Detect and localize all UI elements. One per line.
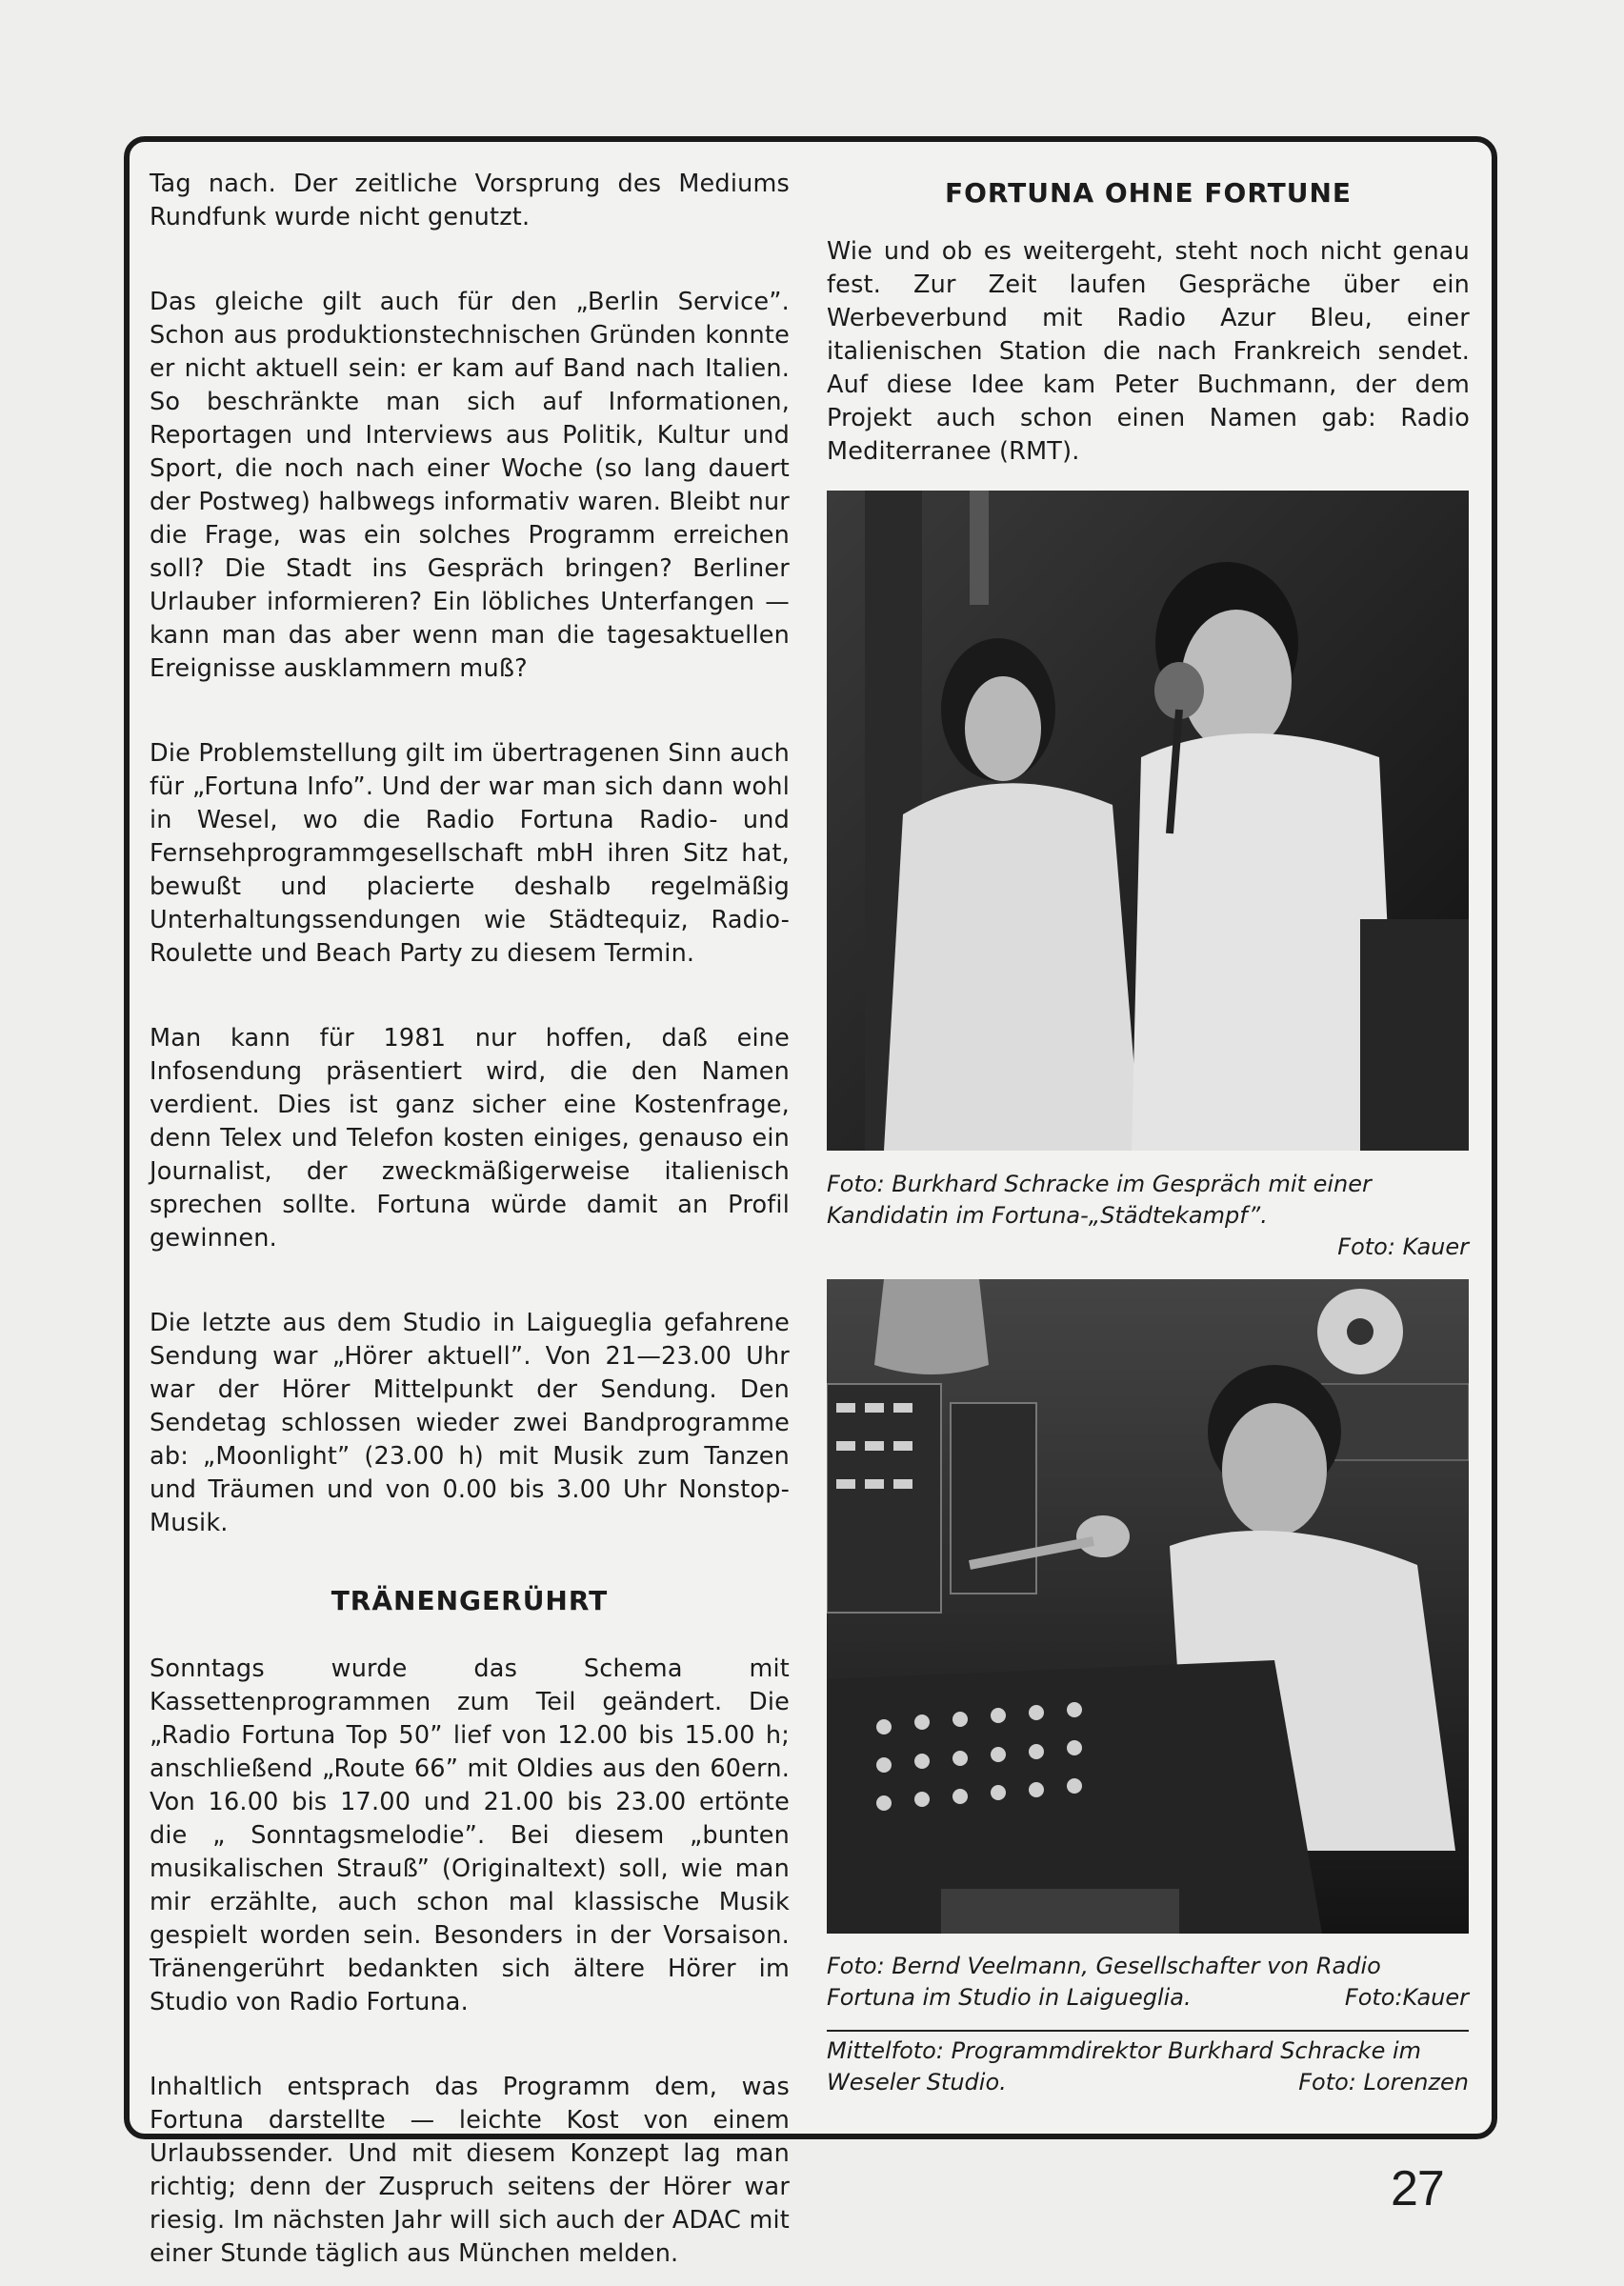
paragraph: Die letzte aus dem Studio in Laigueglia gefahrene Sendung war „Hörer aktuell”. Von 21—23.00 Uhr war der Hörer Mittelpunkt der Sendung. Den Sendetag schlossen wieder zwei Bandprogramme ab: „Moonlight” (23.00 h) mit Musik zum Tanzen und Träumen und von 0.00 bis 3.00 Uhr Nonstop-Musik. [150,1309,790,1537]
left-column [150,168,790,2271]
caption-text: Foto: Burkhard Schracke im Gespräch mit einer Kandidatin im Fortuna-„Städtekampf”. [827,1171,1372,1229]
paragraph: Sonntags wurde das Schema mit Kassettenprogrammen zum Teil geändert. Die „Radio Fortuna Top 50” lief von 12.00 bis 15.00 h; anschließend „Route 66” mit Oldies aus den 60ern. Von 16.00 bis 17.00 und 21.00 bis 23.00 ertönte die „ Sonntagsmelodie”. Bei diesem „bunten musikalischen Strauß” (Originaltext) soll, wie man mir erzählte, auch schon mal klassische Musik gespielt worden sein. Besonders in der Vorsaison. Tränengerührt bedankten sich ältere Hörer im Studio von Radio Fortuna. [150,1654,790,2016]
photo-caption [827,2035,1469,2098]
photo-credit: Foto: Kauer [1337,1233,1469,1260]
photo-studio [827,1279,1469,1934]
paragraph: Man kann für 1981 nur hoffen, daß eine Infosendung präsentiert wird, die den Namen verdient. Dies ist ganz sicher eine Kostenfrage, denn Telex und Telefon kosten einiges, genauso ein Journalist, der zweckmäßigerweise italienisch sprechen sollte. Fortuna würde damit an Profil gewinnen. [150,1024,790,1253]
photo-credit: Foto:Kauer [1344,1984,1469,2011]
page-number: 27 [1391,2161,1444,2216]
section-heading: TRÄNENGERÜHRT [331,1585,609,1616]
paragraph: Wie und ob es weitergeht, steht noch nicht genau fest. Zur Zeit laufen Gespräche über ein Werbeverbund mit Radio Azur Bleu, einer italienischen Station die nach Frankreich sendet. Auf diese Idee kam Peter Buchmann, der dem Projekt auch schon einen Namen gab: Radio Mediterranee (RMT). [827,237,1470,466]
photo-interview [827,491,1469,1151]
paragraph: Inhaltlich entsprach das Programm dem, was Fortuna darstellte — leichte Kost von einem Urlaubssender. Und mit diesem Konzept lag man richtig; denn der Zuspruch seitens der Hörer war riesig. Im nächsten Jahr will sich auch der ADAC mit einer Stunde täglich aus München melden. [150,2073,790,2268]
section-heading: FORTUNA OHNE FORTUNE [944,177,1353,209]
photo-caption [827,1169,1469,1263]
photo-caption [827,1951,1469,2014]
photo-credit: Foto: Lorenzen [1298,2069,1469,2096]
caption-text: Foto: Bernd Veelmann, Gesellschafter von Radio Fortuna im Studio in Laigueglia. [827,1953,1381,2011]
paragraph: Tag nach. Der zeitliche Vorsprung des Mediums Rundfunk wurde nicht genutzt. [150,170,790,231]
right-column [827,174,1470,469]
paragraph: Die Problemstellung gilt im übertragenen Sinn auch für „Fortuna Info”. Und der war man sich dann wohl in Wesel, wo die Radio Fortuna Radio- und Fernsehprogrammgesellschaft mbH ihren Sitz hat, bewußt und placierte deshalb regelmäßig Unterhaltungssendungen wie Städtequiz, Radio-Roulette und Beach Party zu diesem Termin. [150,739,790,968]
divider [827,2030,1469,2032]
caption-text: Mittelfoto: Programmdirektor Burkhard Schracke im Weseler Studio. [827,2037,1422,2096]
paragraph: Das gleiche gilt auch für den „Berlin Service”. Schon aus produktionstechnischen Gründen konnte er nicht aktuell sein: er kam auf Band nach Italien. So beschränkte man sich auf Informationen, Reportagen und Interviews aus Politik, Kultur und Sport, die noch nach einer Woche (so lang dauert der Postweg) halbwegs informativ waren. Bleibt nur die Frage, was ein solches Programm erreichen soll? Die Stadt ins Gespräch bringen? Berliner Urlauber informieren? Ein löbliches Unterfangen — kann man das aber wenn man die tagesaktuellen Ereignisse ausklammern muß? [150,288,790,683]
